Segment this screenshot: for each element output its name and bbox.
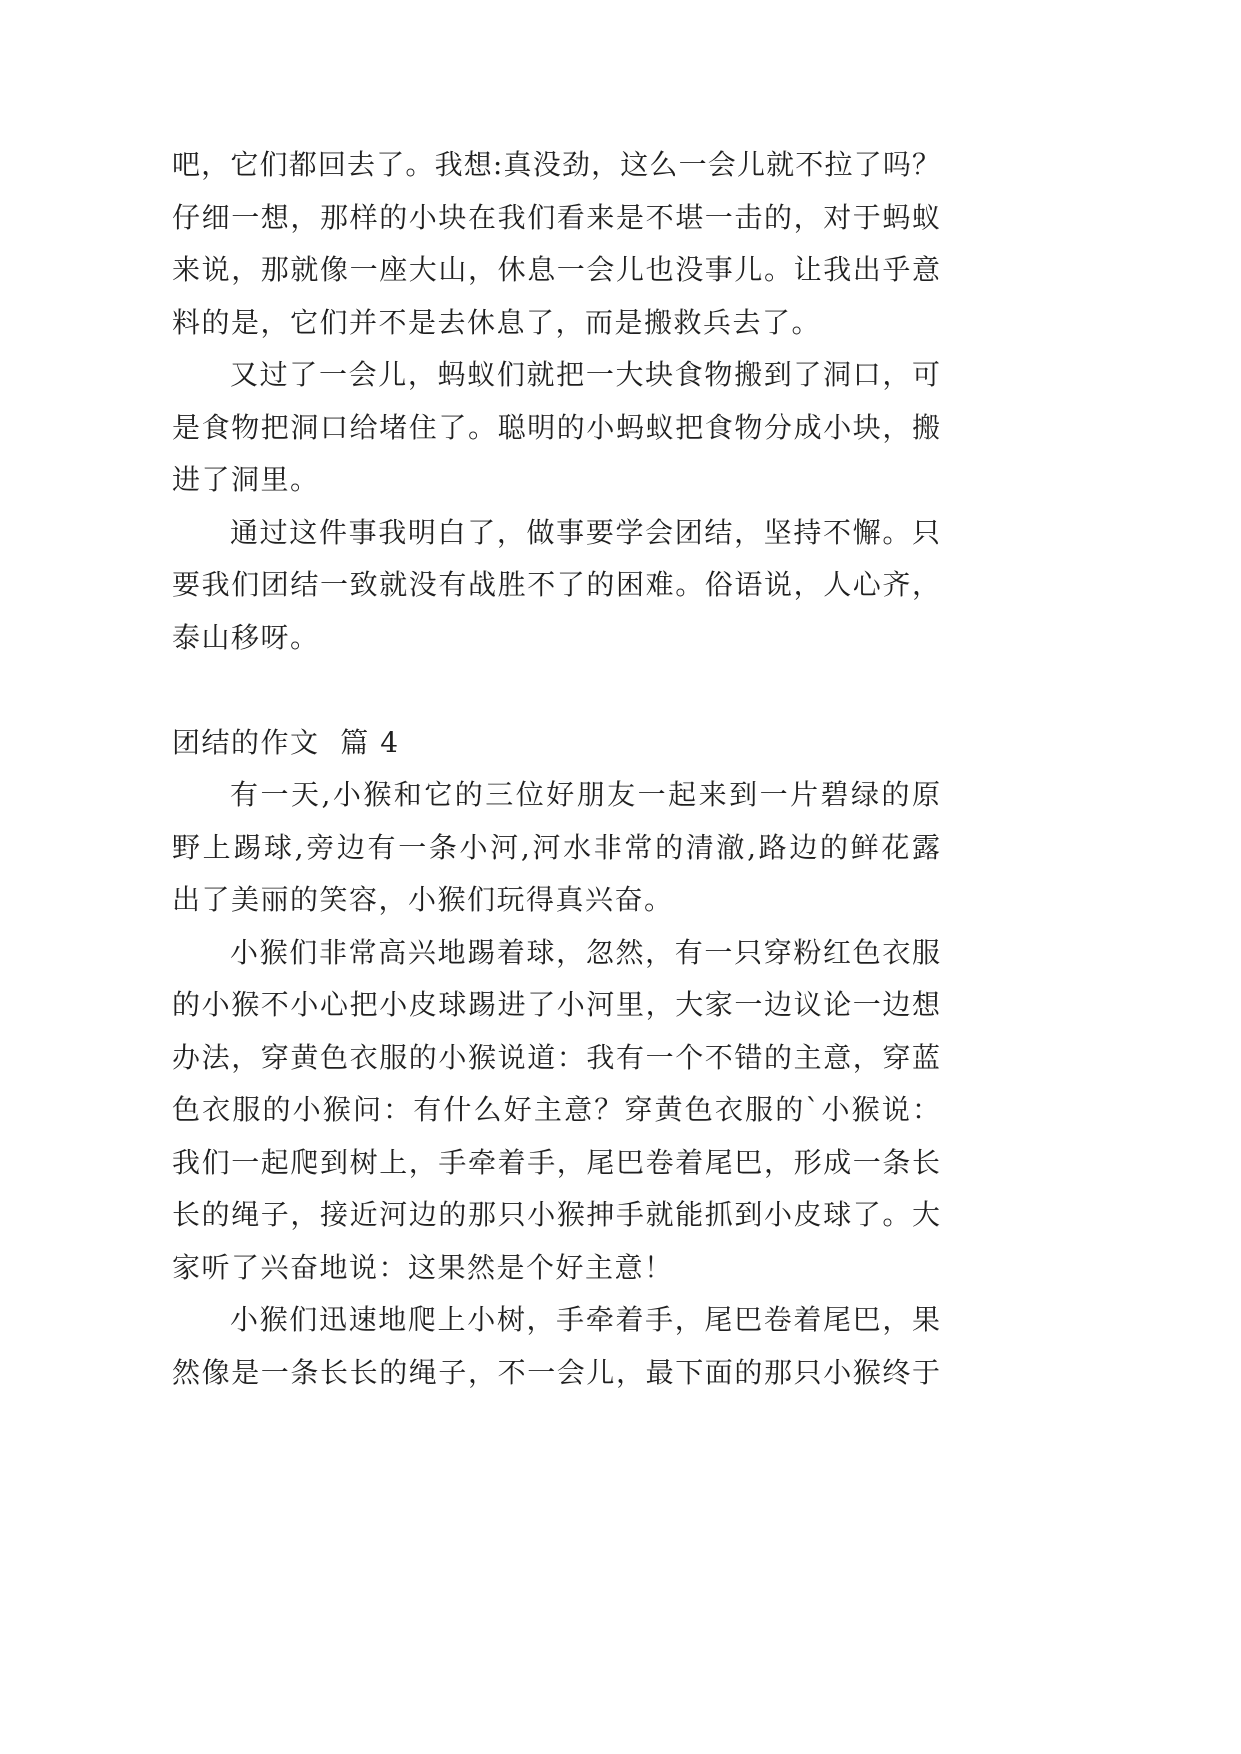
text-line: 我们一起爬到树上，手牵着手，尾巴卷着尾巴，形成一条长 xyxy=(172,1145,940,1179)
text-line: 出了美丽的笑容，小猴们玩得真兴奋。 xyxy=(172,883,674,916)
text-line: 家听了兴奋地说：这果然是个好主意！ xyxy=(172,1250,674,1284)
text-line: 野上踢球,旁边有一条小河,河水非常的清澈,路边的鲜花露 xyxy=(172,830,940,864)
text-line: 通过这件事我明白了，做事要学会团结，坚持不懈。只 xyxy=(230,515,940,549)
text-line: 小猴们迅速地爬上小树，手牵着手，尾巴卷着尾巴，果 xyxy=(230,1303,940,1336)
text-line: 要我们团结一致就没有战胜不了的困难。俗语说，人心齐， xyxy=(172,568,940,601)
text-line: 吧，它们都回去了。我想:真没劲，这么一会儿就不拉了吗？ xyxy=(172,148,940,181)
text-line: 是食物把洞口给堵住了。聪明的小蚂蚁把食物分成小块，搬 xyxy=(172,410,940,444)
paragraph xyxy=(172,507,940,665)
text-line: 仔细一想，那样的小块在我们看来是不堪一击的，对于蚂蚁 xyxy=(172,200,940,234)
text-line: 色衣服的小猴问：有什么好主意？穿黄色衣服的`小猴说： xyxy=(172,1093,940,1126)
blank-line xyxy=(172,664,940,717)
paragraph xyxy=(172,1294,940,1399)
text-line: 有一天,小猴和它的三位好朋友一起来到一片碧绿的原 xyxy=(230,778,940,811)
text-line: 进了洞里。 xyxy=(172,463,320,496)
paragraph xyxy=(172,769,940,927)
text-line: 来说，那就像一座大山，休息一会儿也没事儿。让我出乎意 xyxy=(172,253,940,286)
paragraph xyxy=(172,139,940,349)
paragraph xyxy=(172,927,940,1295)
text-line: 料的是，它们并不是去休息了，而是搬救兵去了。 xyxy=(172,305,822,339)
text-line: 然像是一条长长的绳子，不一会儿，最下面的那只小猴终于 xyxy=(172,1355,940,1389)
section-heading: 团结的作文 篇 4 xyxy=(172,725,400,759)
document-body xyxy=(172,139,940,1399)
text-line: 又过了一会儿，蚂蚁们就把一大块食物搬到了洞口，可 xyxy=(230,358,940,391)
text-line: 的小猴不小心把小皮球踢进了小河里，大家一边议论一边想 xyxy=(172,988,940,1021)
text-line: 小猴们非常高兴地踢着球，忽然，有一只穿粉红色衣服 xyxy=(230,935,940,969)
text-line: 泰山移呀。 xyxy=(172,620,320,654)
text-line: 长的绳子，接近河边的那只小猴抻手就能抓到小皮球了。大 xyxy=(172,1198,940,1231)
text-line: 办法，穿黄色衣服的小猴说道：我有一个不错的主意，穿蓝 xyxy=(172,1040,940,1074)
paragraph xyxy=(172,349,940,507)
